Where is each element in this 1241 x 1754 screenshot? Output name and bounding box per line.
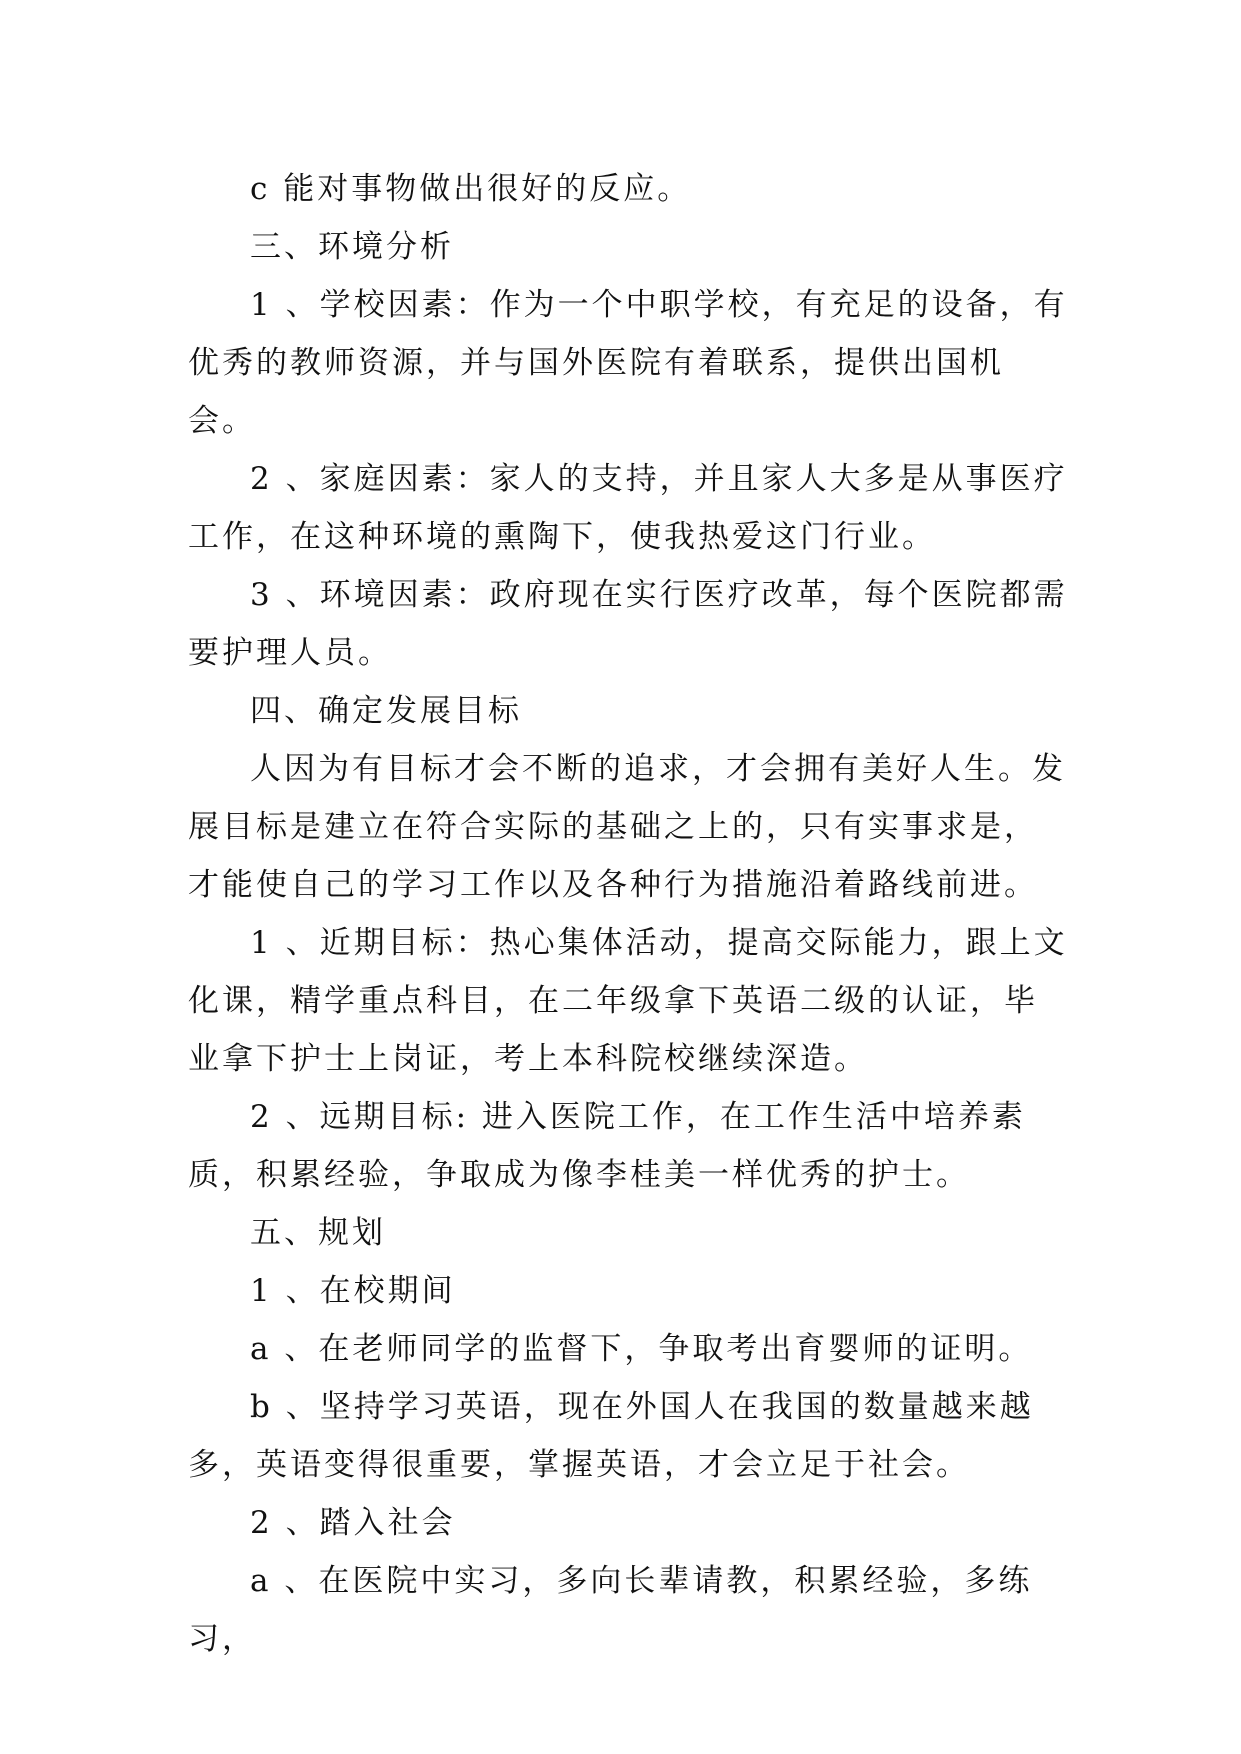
paragraph-goals-intro: 人因为有目标才会不断的追求，才会拥有美好人生。发展目标是建立在符合实际的基础之上的，只有实事求是，才能使自己的学习工作以及各种行为措施沿着路线前进。 [188, 751, 1066, 903]
subheading-enter-society: 2 、踏入社会 [250, 1505, 456, 1541]
paragraph-long-term-goal: 2 、远期目标: 进入医院工作，在工作生活中培养素质，积累经验，争取成为像李桂美一样优秀的护士。 [188, 1099, 1026, 1193]
paragraph-family-factors: 2 、家庭因素：家人的支持，并且家人大多是从事医疗工作，在这种环境的熏陶下，使我热爱这门行业。 [188, 461, 1068, 555]
paragraph-plan-a-certificate: a 、在老师同学的监督下，争取考出育婴师的证明。 [250, 1331, 1033, 1367]
paragraph-environment-factors: 3 、环境因素：政府现在实行医疗改革，每个医院都需要护理人员。 [188, 577, 1068, 671]
subheading-at-school: 1 、在校期间 [250, 1273, 456, 1309]
paragraph-society-a-internship: a 、在医院中实习，多向长辈请教，积累经验，多练习， [188, 1563, 1033, 1657]
paragraph-c-reaction: c 能对事物做出很好的反应。 [250, 171, 692, 207]
section-heading-environment-analysis: 三、环境分析 [250, 229, 454, 265]
document-body [188, 160, 1068, 1668]
paragraph-short-term-goal: 1 、近期目标：热心集体活动，提高交际能力，跟上文化课，精学重点科目，在二年级拿下英语二级的认证，毕业拿下护士上岗证，考上本科院校继续深造。 [188, 925, 1068, 1077]
paragraph-school-factors: 1 、学校因素：作为一个中职学校，有充足的设备，有优秀的教师资源，并与国外医院有着联系，提供出国机会。 [188, 287, 1068, 439]
section-heading-plan: 五、规划 [250, 1215, 386, 1251]
paragraph-plan-b-english: b 、坚持学习英语，现在外国人在我国的数量越来越多，英语变得很重要，掌握英语，才会立足于社会。 [188, 1389, 1034, 1483]
section-heading-development-goals: 四、确定发展目标 [250, 693, 522, 729]
